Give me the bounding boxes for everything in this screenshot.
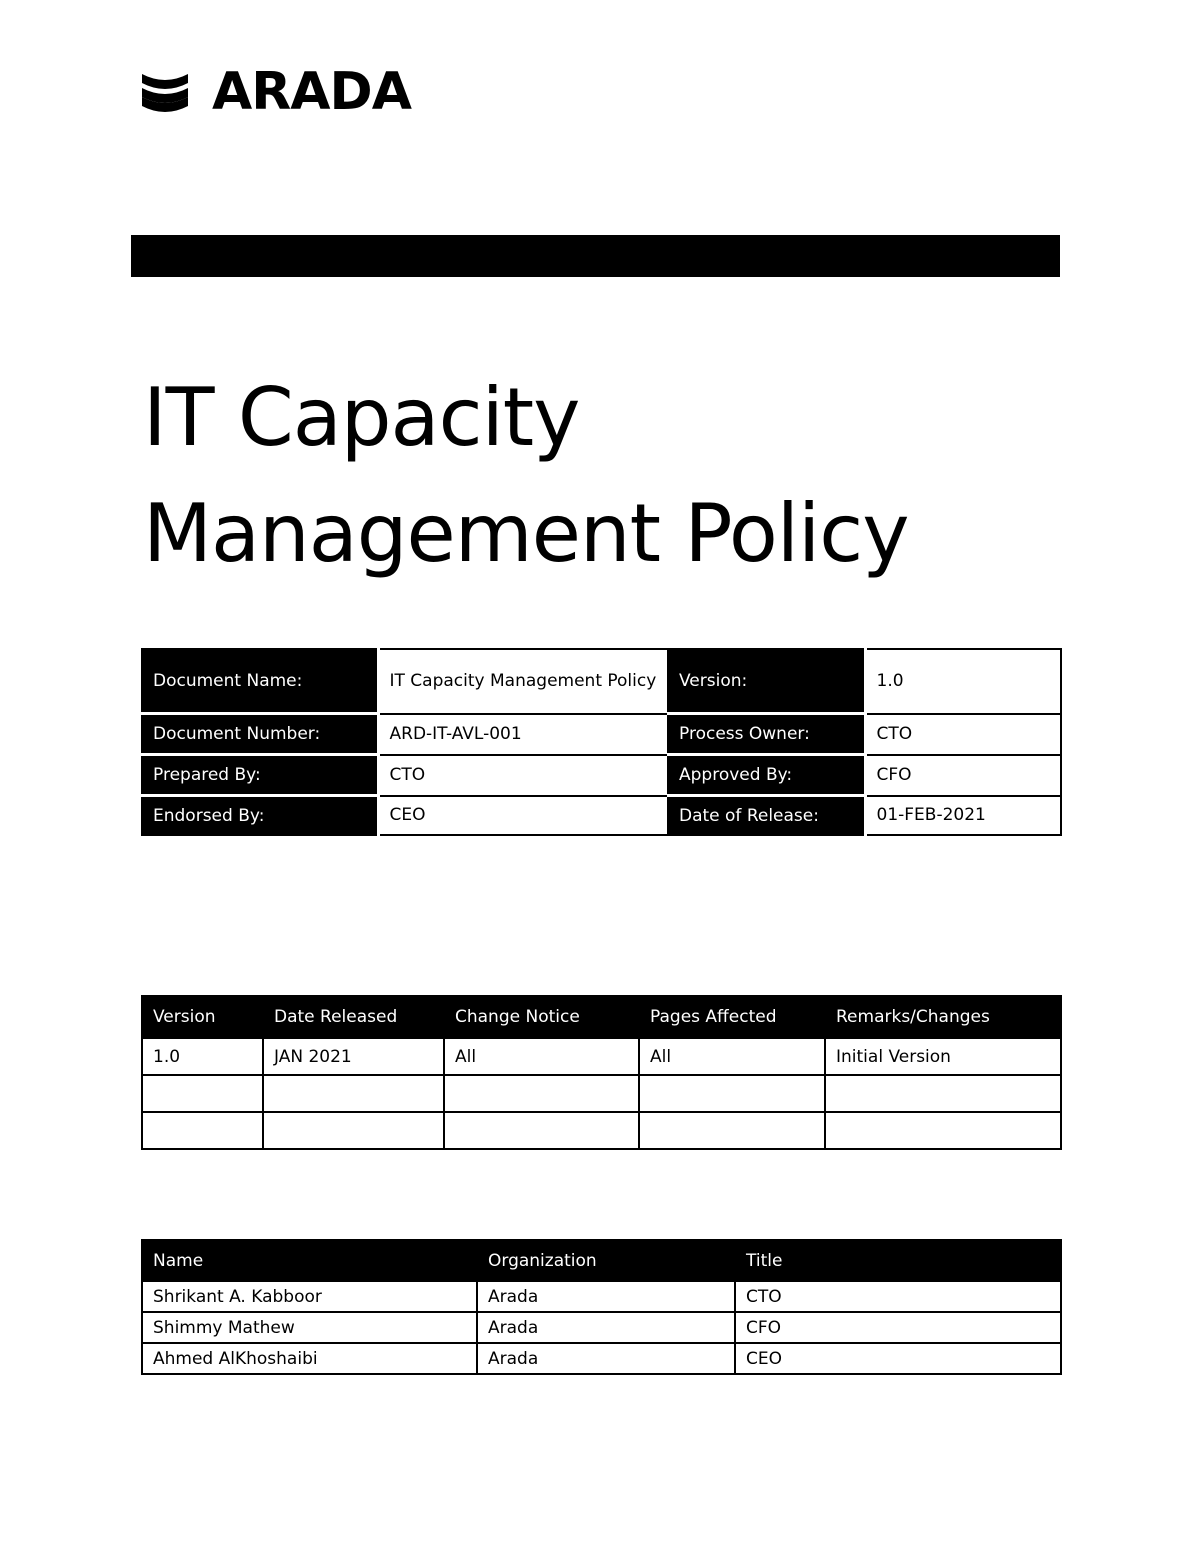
column-header: Pages Affected (639, 996, 825, 1038)
table-cell (444, 1112, 639, 1149)
column-header: Remarks/Changes (825, 996, 1061, 1038)
table-cell (639, 1112, 825, 1149)
column-header: Name (142, 1240, 477, 1281)
prepared-by-value: CTO (378, 755, 668, 796)
title-line-1: IT Capacity (143, 371, 580, 464)
document-number-value: ARD-IT-AVL-001 (378, 714, 668, 755)
table-header-row (142, 996, 1061, 1038)
table-row (142, 649, 1061, 714)
approved-by-label: Approved By: (668, 755, 865, 796)
approvals-table (141, 1239, 1062, 1375)
arada-logo (140, 62, 411, 122)
document-number-label: Document Number: (142, 714, 378, 755)
table-cell: Initial Version (825, 1038, 1061, 1075)
table-cell (263, 1075, 444, 1112)
table-cell: CTO (735, 1281, 1061, 1312)
prepared-by-label: Prepared By: (142, 755, 378, 796)
date-of-release-label: Date of Release: (668, 796, 865, 836)
document-info-table (141, 648, 1062, 836)
table-cell (825, 1112, 1061, 1149)
table-row (142, 796, 1061, 836)
page-title (143, 360, 909, 592)
table-cell (263, 1112, 444, 1149)
process-owner-label: Process Owner: (668, 714, 865, 755)
document-name-value: IT Capacity Management Policy (378, 649, 668, 714)
approved-by-value: CFO (865, 755, 1061, 796)
table-row (142, 1281, 1061, 1312)
table-cell: All (444, 1038, 639, 1075)
table-row (142, 1075, 1061, 1112)
table-cell: 1.0 (142, 1038, 263, 1075)
table-cell (142, 1075, 263, 1112)
table-row (142, 1312, 1061, 1343)
endorsed-by-value: CEO (378, 796, 668, 836)
endorsed-by-label: Endorsed By: (142, 796, 378, 836)
table-cell: Shimmy Mathew (142, 1312, 477, 1343)
table-cell: Arada (477, 1343, 735, 1374)
version-label: Version: (668, 649, 865, 714)
table-cell: JAN 2021 (263, 1038, 444, 1075)
table-header-row (142, 1240, 1061, 1281)
revision-history-table (141, 995, 1062, 1150)
column-header: Date Released (263, 996, 444, 1038)
date-of-release-value: 01-FEB-2021 (865, 796, 1061, 836)
column-header: Title (735, 1240, 1061, 1281)
logo-text: ARADA (212, 62, 411, 122)
table-cell (142, 1112, 263, 1149)
title-line-2: Management Policy (143, 487, 909, 580)
document-name-label: Document Name: (142, 649, 378, 714)
table-cell: Arada (477, 1281, 735, 1312)
table-cell (444, 1075, 639, 1112)
table-row (142, 755, 1061, 796)
column-header: Organization (477, 1240, 735, 1281)
column-header: Version (142, 996, 263, 1038)
arada-wave-icon (140, 70, 190, 114)
column-header: Change Notice (444, 996, 639, 1038)
table-row (142, 1343, 1061, 1374)
table-cell (825, 1075, 1061, 1112)
header-bar (131, 235, 1060, 277)
table-cell: Ahmed AlKhoshaibi (142, 1343, 477, 1374)
table-cell: Arada (477, 1312, 735, 1343)
table-cell (639, 1075, 825, 1112)
table-row (142, 1112, 1061, 1149)
table-cell: CEO (735, 1343, 1061, 1374)
table-cell: Shrikant A. Kabboor (142, 1281, 477, 1312)
table-row (142, 1038, 1061, 1075)
table-row (142, 714, 1061, 755)
table-cell: CFO (735, 1312, 1061, 1343)
process-owner-value: CTO (865, 714, 1061, 755)
table-cell: All (639, 1038, 825, 1075)
version-value: 1.0 (865, 649, 1061, 714)
